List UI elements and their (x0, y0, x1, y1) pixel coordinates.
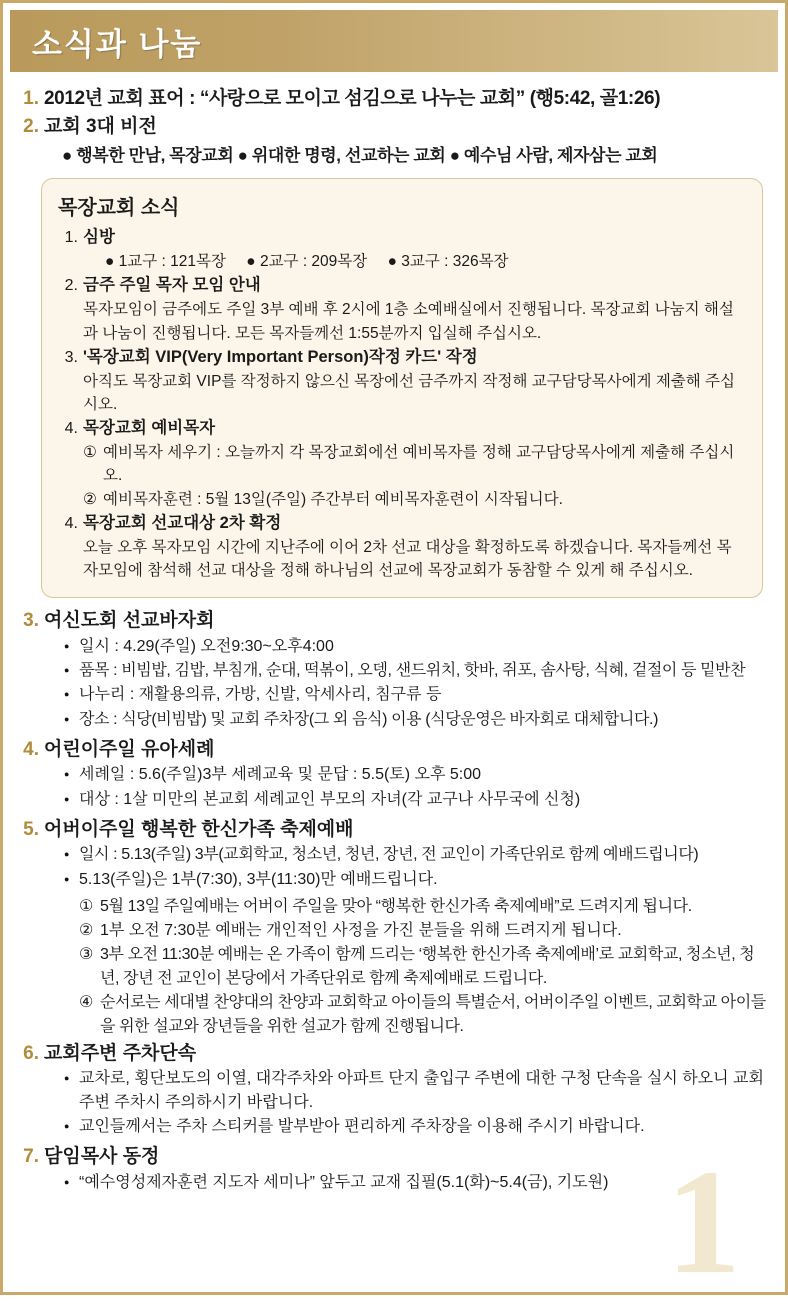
list-item: ● 교인들께서는 주차 스티커를 발부받아 편리하게 주차장을 이용해 주시기 바랍니다. (64, 1115, 771, 1138)
watermark-number: 1 (666, 1139, 741, 1305)
section-5-circle-2-text: 1부 오전 7:30분 예배는 개인적인 사정을 가진 분들을 위해 드려지게 됩니다. (100, 921, 622, 939)
section-7-title: 담임목사 동정 (44, 1146, 160, 1168)
page-banner (10, 10, 778, 72)
section-2-number: 2. (23, 115, 39, 137)
section-5-circle-4-mark: ④ (79, 993, 94, 1011)
section-1-number: 1. (23, 88, 39, 109)
box-item-1-bullet-2: ● 2교구 : 209목장 (246, 253, 368, 271)
section-3 (17, 608, 771, 734)
box-item-3 (58, 346, 746, 416)
section-5 (17, 817, 771, 1039)
box-item-4 (58, 417, 746, 511)
list-item: ● 품목 : 비빔밥, 김밥, 부침개, 순대, 떡볶이, 오뎅, 샌드위치, 핫바, 쥐포, 솜사탕, 식혜, 겉절이 등 밑반찬 (64, 659, 771, 682)
box-item-2-title: 금주 주일 목자 모임 안내 (83, 276, 261, 295)
box-item-2-number: 2. (64, 277, 78, 295)
section-5-circle-1-text: 5월 13일 주일예배는 어버이 주일을 맞아 “행복한 한신가족 축제예배”로 드려지게 됩니다. (100, 897, 692, 915)
section-5-circle-3 (44, 943, 771, 991)
box-item-1-bullets (83, 250, 746, 273)
section-5-circle-4 (44, 991, 771, 1039)
section-7-list (44, 1171, 771, 1194)
section-4-number: 4. (23, 738, 39, 760)
box-item-2 (58, 274, 746, 344)
list-item: ● 장소 : 식당(비빔밥) 및 교회 주차장(그 외 음식) 이용 (식당운영은 바자회로 대체합니다.) (64, 708, 771, 731)
box-item-4-circle-1-text: 예비목자 세우기 : 오늘까지 각 목장교회에선 예비목자를 정해 교구담당목사에게 제출해 주십시오. (103, 444, 735, 485)
section-2-title: 교회 3대 비전 (44, 115, 157, 137)
list-item: ● “예수영성제자훈련 지도자 세미나” 앞두고 교재 집필(5.1(화)~5.4(금), 기도원) (64, 1171, 771, 1194)
list-item: ● 일시 : 4.29(주일) 오전9:30~오후4:00 (64, 635, 771, 658)
section-3-number: 3. (23, 610, 39, 632)
section-6-number: 6. (23, 1042, 39, 1064)
section-5-circle-2 (44, 919, 771, 943)
section-7 (17, 1144, 771, 1198)
box-item-4-circle-2-text: 예비목자훈련 : 5월 13일(주일) 주간부터 예비목자훈련이 시작됩니다. (103, 490, 563, 508)
section-5-circle-4-text: 순서로는 세대별 찬양대의 찬양과 교회학교 아이들의 특별순서, 어버이주일 이벤트, 교회학교 아이들을 위한 설교와 장년들을 위한 설교가 함께 진행됩니다. (100, 993, 766, 1035)
box-item-1-title: 심방 (83, 228, 115, 247)
section-5-circle-3-text: 3부 오전 11:30분 예배는 온 가족이 함께 드리는 ‘행복한 한신가족 축제예배’로 교회학교, 청소년, 청년, 장년 전 교인이 본당에서 가족단위로 함께 축제예배로 드립니다. (100, 945, 755, 987)
section-5-number: 5. (23, 818, 39, 840)
section-5-list (44, 843, 771, 890)
section-5-circle-2-mark: ② (79, 921, 94, 939)
section-4 (17, 737, 771, 815)
box-item-1-number: 1. (64, 229, 78, 247)
box-item-3-number: 3. (64, 348, 78, 366)
box-item-1-bullet-1: ● 1교구 : 121목장 (105, 253, 226, 271)
box-item-5-number: 4. (64, 514, 78, 532)
section-5-circle-1 (44, 895, 771, 919)
box-item-1-bullet-3: ● 3교구 : 326목장 (387, 253, 509, 271)
list-item: ● 나누리 : 재활용의류, 가방, 신발, 악세사리, 침구류 등 (64, 683, 771, 706)
section-3-title: 여신도회 선교바자회 (44, 610, 215, 632)
box-item-5 (58, 512, 746, 582)
section-5-title: 어버이주일 행복한 한신가족 축제예배 (44, 818, 354, 840)
box-item-4-circle-2-mark: ② (83, 490, 97, 508)
page-content (3, 72, 785, 1198)
box-item-3-body: 아직도 목장교회 VIP를 작정하지 않으신 목장에선 금주까지 작정해 교구담당목사에게 제출해 주십시오. (83, 372, 735, 414)
section-3-list (44, 635, 771, 731)
box-item-4-circle-1 (83, 441, 746, 488)
section-5-circle-3-mark: ③ (79, 945, 94, 963)
box-item-5-body: 오늘 오후 목자모임 시간에 지난주에 이어 2차 선교 대상을 확정하도록 하겠습니다. 목자들께선 목자모임에 참석해 선교 대상을 정해 하나님의 선교에 목장교회가 동참할 수 있게 해 주십시오. (83, 538, 732, 580)
section-1-title: 2012년 교회 표어 : “사랑으로 모이고 섬김으로 나누는 교회” (행5:42, 골1:26) (44, 88, 661, 109)
box-item-4-circle-1-mark: ① (83, 444, 97, 462)
list-item: ● 일시 : 5.13(주일) 3부(교회학교, 청소년, 청년, 장년, 전 교인이 가족단위로 함께 예배드립니다) (64, 843, 771, 866)
box-item-2-body: 목자모임이 금주에도 주일 3부 예배 후 2시에 1층 소예배실에서 진행됩니다. 목장교회 나눔지 해설과 나눔이 진행됩니다. 모든 목자들께선 1:55분까지 입실해 주십시오. (83, 301, 734, 342)
list-item: ● 세례일 : 5.6(주일)3부 세례교육 및 문답 : 5.5(토) 오후 5:00 (64, 763, 771, 786)
section-2-vision-line: ● 행복한 만남, 목장교회 ● 위대한 명령, 선교하는 교회 ● 예수님 사람, 제자삼는 교회 (62, 146, 658, 166)
section-7-number: 7. (23, 1146, 39, 1168)
section-4-list (44, 763, 771, 810)
section-6 (17, 1041, 771, 1142)
section-5-circle-1-mark: ① (79, 897, 94, 915)
page-title: 소식과 나눔 (32, 26, 203, 62)
moksang-news-box (41, 178, 763, 598)
box-item-4-number: 4. (64, 420, 78, 438)
list-item: ● 대상 : 1살 미만의 본교회 세례교인 부모의 자녀(각 교구나 사무국에 신청) (64, 788, 771, 811)
section-2 (17, 114, 771, 173)
section-6-list (44, 1067, 771, 1138)
list-item: ● 5.13(주일)은 1부(7:30), 3부(11:30)만 예배드립니다. (64, 868, 771, 891)
list-item: ● 교차로, 횡단보도의 이열, 대각주차와 아파트 단지 출입구 주변에 대한 구청 단속을 실시 하오니 교회주변 주차시 주의하시기 바랍니다. (64, 1067, 771, 1113)
box-item-1 (58, 226, 746, 273)
box-item-4-title: 목장교회 예비목자 (83, 419, 216, 438)
moksang-news-title: 목장교회 소식 (58, 197, 180, 220)
section-1 (17, 86, 771, 112)
box-item-5-title: 목장교회 선교대상 2차 확정 (83, 513, 282, 532)
section-6-title: 교회주변 주차단속 (44, 1042, 197, 1064)
section-4-title: 어린이주일 유아세례 (44, 738, 215, 760)
box-item-3-title: '목장교회 VIP(Very Important Person)작정 카드' 작정 (83, 347, 478, 366)
box-item-4-circle-2 (83, 488, 746, 511)
